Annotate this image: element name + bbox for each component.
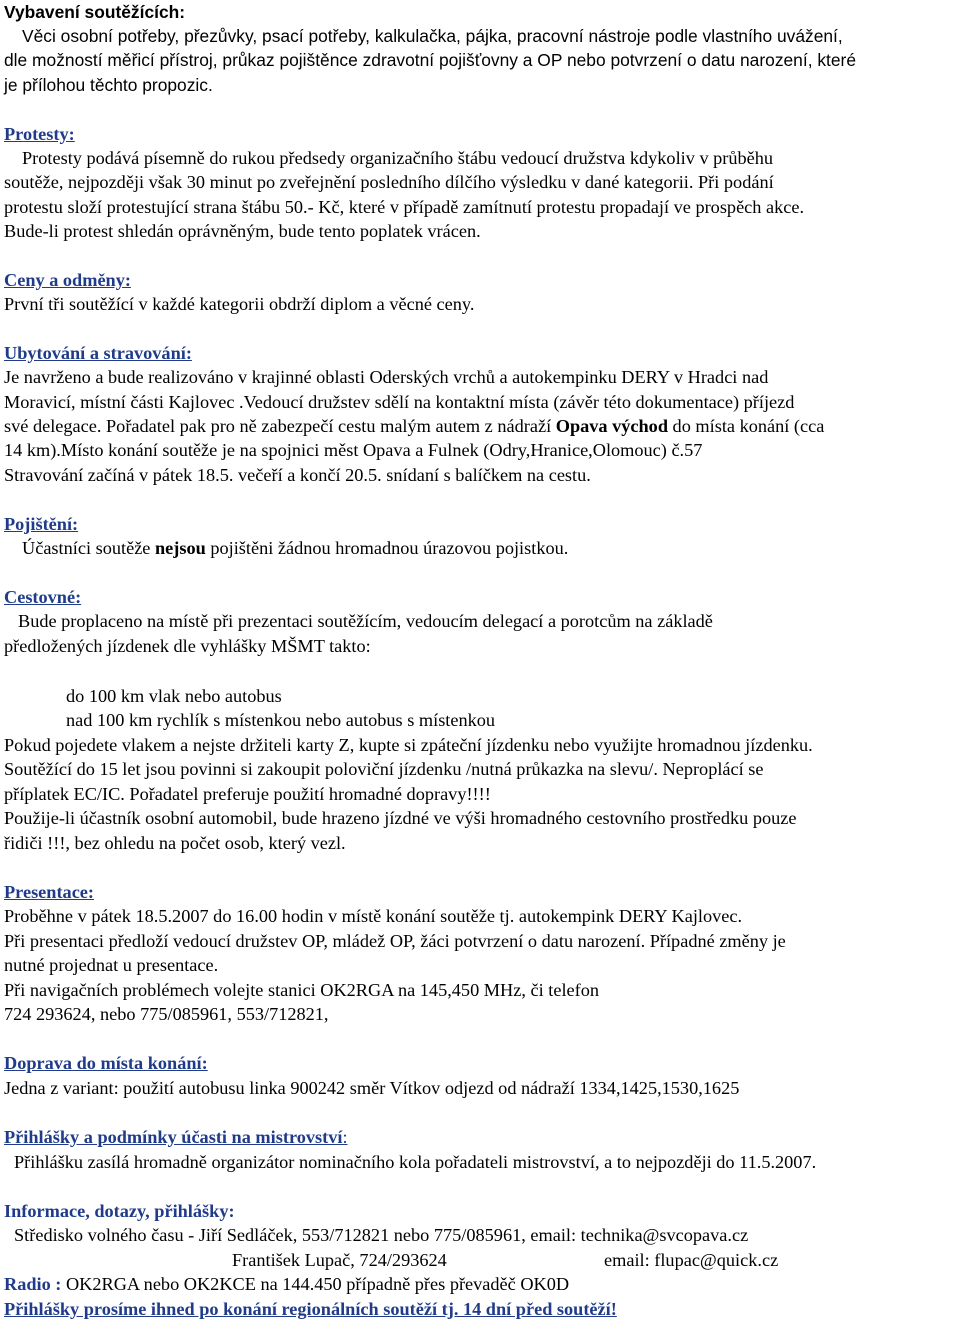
cestovne-line: Bude proplaceno na místě při prezentaci soutěžícím, vedoucím delegací a porotcům na základě (18, 611, 713, 631)
ubytovani-line (4, 416, 824, 436)
presentace-line: Proběhne v pátek 18.5.2007 do 16.00 hodin v místě konání soutěže tj. autokempink DERY Kajlovec. (4, 906, 743, 926)
ubytovani-text: své delegace. Pořadatel pak pro ně zabezpečí cestu malým autem z nádraží (4, 416, 556, 436)
vybaveni-line: je přílohou těchto propozic. (4, 75, 213, 95)
ubytovani-line: Stravování začíná v pátek 18.5. večeří a končí 20.5. snídaní s balíčkem na cestu. (4, 465, 591, 485)
cestovne-line: řidiči !!!, bez ohledu na počet osob, který vezl. (4, 833, 346, 853)
pojisteni-bold: nejsou (155, 538, 206, 558)
vybaveni-line: Věci osobní potřeby, přezůvky, psací potřeby, kalkulačka, pájka, pracovní nástroje podle vlastního uvážení, (22, 26, 843, 46)
cestovne-list-item: do 100 km vlak nebo autobus (66, 686, 282, 706)
presentace-line: nutné projednat u presentace. (4, 955, 219, 975)
presentace-line: Při presentaci předloží vedoucí družstev OP, mládež OP, žáci potvrzení o datu narození. Případné změny je (4, 931, 786, 951)
informace-contact-name: František Lupač, 724/293624 (232, 1250, 447, 1270)
pojisteni-line (22, 538, 568, 558)
ceny-line: První tři soutěžící v každé kategorii obdrží diplom a věcné ceny. (4, 294, 475, 314)
cestovne-heading: Cestovné: (4, 587, 82, 607)
cestovne-line: předložených jízdenek dle vyhlášky MŠMT takto: (4, 636, 371, 656)
presentace-heading: Presentace: (4, 882, 95, 902)
pojisteni-heading: Pojištění: (4, 514, 79, 534)
cestovne-line: Použije-li účastník osobní automobil, bude hrazeno jízdné ve výši hromadného cestovního prostředku pouze (4, 808, 797, 828)
pojisteni-text: Účastníci soutěže (22, 538, 155, 558)
protesty-line: soutěže, nejpozději však 30 minut po zveřejnění posledního dílčího výsledku v dané kategorii. Při podání (4, 172, 774, 192)
radio-text: OK2RGA nebo OK2KCE na 144.450 případně přes převaděč OK0D (65, 1274, 570, 1294)
prihlasky-heading (4, 1127, 348, 1147)
ubytovani-line: Je navrženo a bude realizováno v krajinné oblasti Oderských vrchů a autokempinku DERY v Hradci nad (4, 367, 769, 387)
radio-label: Radio : (4, 1274, 66, 1294)
cestovne-line: Pokud pojedete vlakem a nejste držiteli karty Z, kupte si zpáteční jízdenku nebo využijte hromadnou jízdenku. (4, 735, 813, 755)
informace-contact-email: email: flupac@quick.cz (604, 1250, 779, 1270)
pojisteni-text: pojištěni žádnou hromadnou úrazovou pojistkou. (205, 538, 569, 558)
informace-radio-line (4, 1274, 569, 1294)
prihlasky-line: Přihlášku zasílá hromadně organizátor nominačního kola pořadateli mistrovství, a to nejpozději do 11.5.2007. (14, 1152, 817, 1172)
protesty-heading: Protesty: (4, 124, 75, 144)
presentace-line: 724 293624, nebo 775/085961, 553/712821, (4, 1004, 329, 1024)
ubytovani-text: do místa konání (cca (667, 416, 825, 436)
vybaveni-line: dle možností měřicí přístroj, průkaz pojištěnce zdravotní pojišťovny a OP nebo potvrzení o datu narození, které (4, 50, 857, 70)
protesty-line: Protesty podává písemně do rukou předsedy organizačního štábu vedoucí družstva kdykoliv v průběhu (22, 148, 774, 168)
protesty-line: Bude-li protest shledán oprávněným, bude tento poplatek vrácen. (4, 221, 481, 241)
presentace-line: Při navigačních problémech volejte stanici OK2RGA na 145,450 MHz, či telefon (4, 980, 600, 1000)
ubytovani-line: Moravicí, místní části Kajlovec .Vedoucí družstev sdělí na kontaktní místa (závěr této dokumentace) příjezd (4, 392, 795, 412)
ubytovani-station: Opava východ (555, 416, 668, 436)
informace-heading: Informace, dotazy, přihlášky: (4, 1201, 235, 1221)
cestovne-line: Soutěžící do 15 let jsou povinni si zakoupit poloviční jízdenku /nutná průkazka na slevu/. Neproplácí se (4, 759, 764, 779)
doprava-heading: Doprava do místa konání: (4, 1053, 208, 1073)
ceny-heading: Ceny a odměny: (4, 270, 131, 290)
vybaveni-heading: Vybavení soutěžících: (4, 2, 186, 22)
prihlasky-heading-colon: : (342, 1127, 348, 1147)
cestovne-line: příplatek EC/IC. Pořadatel preferuje použití hromadné dopravy!!!! (4, 784, 491, 804)
doprava-line: Jedna z variant: použití autobusu linka 900242 směr Vítkov odjezd od nádraží 1334,1425,1530,1625 (4, 1078, 740, 1098)
ubytovani-heading: Ubytování a stravování: (4, 343, 192, 363)
cestovne-list-item: nad 100 km rychlík s místenkou nebo autobus s místenkou (66, 710, 496, 730)
informace-line: Středisko volného času - Jiří Sedláček, 553/712821 nebo 775/085961, email: technika@svcopava.cz (14, 1225, 749, 1245)
final-notice: Přihlášky prosíme ihned po konání regionálních soutěží tj. 14 dní před soutěží! (4, 1299, 617, 1319)
protesty-line: protestu složí protestující strana štábu 50.- Kč, které v případě zamítnutí protestu propadají ve prospěch akce. (4, 197, 805, 217)
ubytovani-line: 14 km).Místo konání soutěže je na spojnici měst Opava a Fulnek (Odry,Hranice,Olomouc) č.57 (4, 440, 703, 460)
prihlasky-heading-text: Přihlášky a podmínky účasti na mistrovství (4, 1127, 343, 1147)
